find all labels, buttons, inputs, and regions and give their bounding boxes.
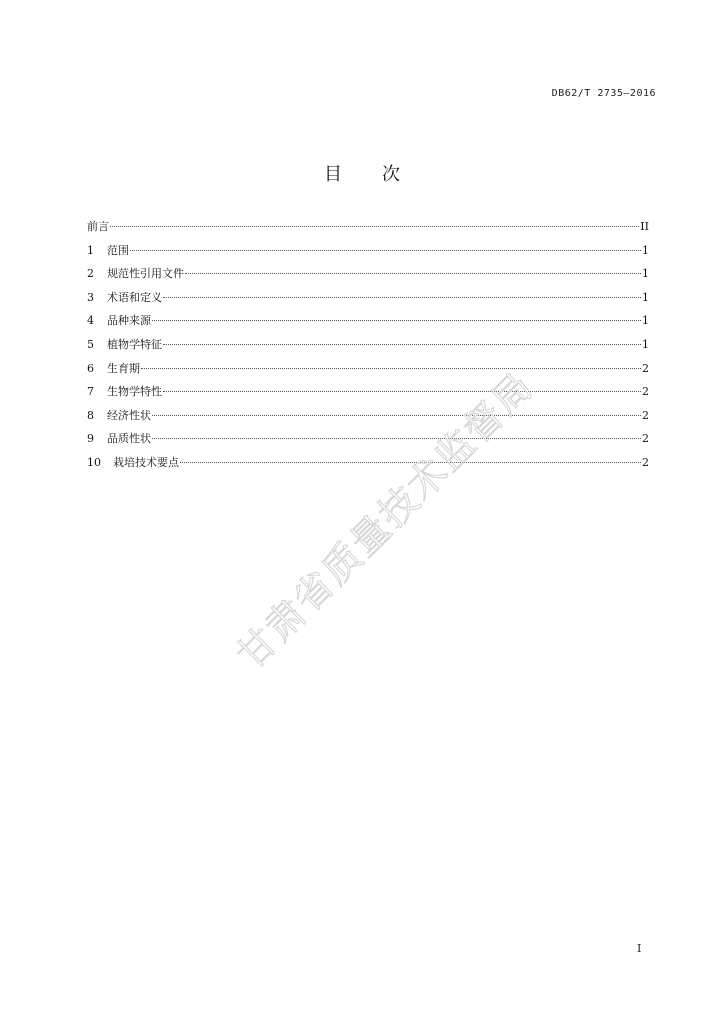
toc-heading	[0, 160, 724, 186]
toc-leader-dots	[163, 344, 641, 345]
toc-entry-8[interactable]	[87, 408, 649, 432]
toc-entry-label: 生育期	[107, 361, 140, 375]
toc-entry-number: 5	[87, 337, 94, 351]
toc-entry-page: 1	[642, 290, 649, 304]
toc-entry-number: 4	[87, 314, 94, 328]
watermark: 甘肃省质量技术监督局	[228, 363, 543, 678]
document-standard-number: DB62/T 2735—2016	[551, 88, 656, 99]
toc-entry-label: 栽培技术要点	[113, 455, 179, 469]
toc-entry-number: 10	[87, 455, 101, 469]
toc-entry-page: II	[640, 220, 649, 233]
toc-entry-9[interactable]	[87, 431, 649, 455]
toc-leader-dots	[180, 462, 641, 463]
toc-entry-label: 规范性引用文件	[107, 267, 184, 281]
toc-entry-label: 术语和定义	[107, 290, 162, 304]
toc-entry-page: 1	[642, 267, 649, 281]
toc-entry-number: 3	[87, 290, 94, 304]
footer-page-number: I	[637, 942, 642, 955]
toc-entry-page: 2	[642, 432, 649, 446]
toc-leader-dots	[152, 320, 641, 321]
toc-entry-page: 1	[642, 337, 649, 351]
toc-entry-page: 2	[642, 455, 649, 469]
toc-entry-page: 1	[642, 314, 649, 328]
toc-entry-4[interactable]	[87, 313, 649, 337]
toc-entry-label: 植物学特征	[107, 337, 162, 351]
toc-leader-dots	[152, 438, 641, 439]
toc-entry-page: 2	[642, 385, 649, 399]
toc-entry-5[interactable]	[87, 337, 649, 361]
toc-entry-label: 品种来源	[107, 314, 151, 328]
toc-entry-number: 1	[87, 243, 94, 257]
toc-entry-2[interactable]	[87, 266, 649, 290]
toc-entry-number: 9	[87, 432, 94, 446]
toc-heading-char-1: 目	[324, 164, 342, 185]
toc-entry-number: 2	[87, 267, 94, 281]
toc-entry-number: 7	[87, 385, 94, 399]
toc-entry-page: 2	[642, 408, 649, 422]
toc-entry-6[interactable]	[87, 361, 649, 385]
toc-entry-label: 前言	[87, 220, 109, 233]
toc-entry-label: 品质性状	[107, 432, 151, 446]
toc-entry-page: 2	[642, 361, 649, 375]
toc-entry-label: 生物学特性	[107, 385, 162, 399]
toc-entry-number: 6	[87, 361, 94, 375]
toc-entry-label: 经济性状	[107, 408, 151, 422]
toc-list	[87, 219, 649, 479]
toc-entry-7[interactable]	[87, 384, 649, 408]
toc-leader-dots	[185, 273, 641, 274]
toc-leader-dots	[110, 226, 639, 227]
toc-leader-dots	[152, 415, 641, 416]
toc-leader-dots	[141, 368, 641, 369]
toc-entry-1[interactable]	[87, 243, 649, 267]
toc-heading-char-2: 次	[382, 164, 400, 185]
toc-entry-foreword[interactable]	[87, 219, 649, 243]
toc-entry-3[interactable]	[87, 290, 649, 314]
toc-leader-dots	[163, 297, 641, 298]
toc-leader-dots	[163, 391, 641, 392]
toc-entry-label: 范围	[107, 243, 129, 257]
toc-leader-dots	[130, 250, 641, 251]
toc-entry-10[interactable]	[87, 455, 649, 479]
toc-entry-number: 8	[87, 408, 94, 422]
toc-entry-page: 1	[642, 243, 649, 257]
